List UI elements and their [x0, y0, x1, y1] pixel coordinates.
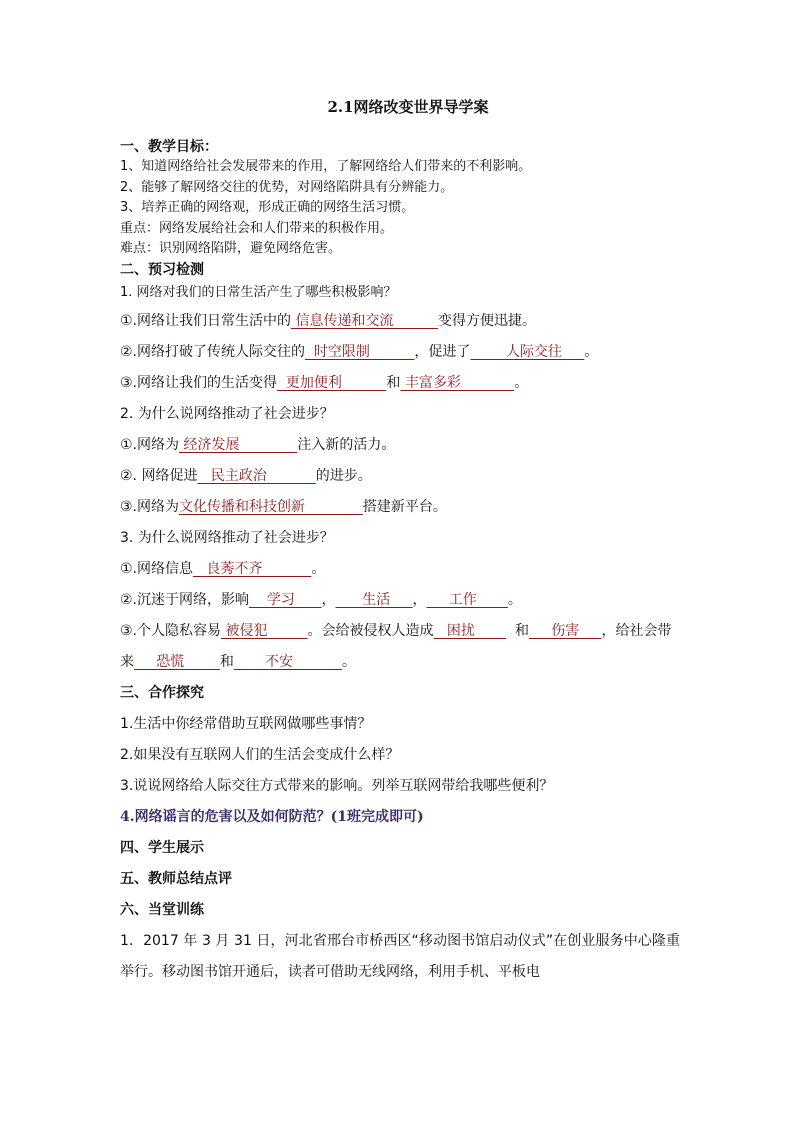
goal-item: 2、能够了解网络交往的优势，对网络陷阱具有分辨能力。: [120, 179, 454, 195]
filled-answer: 生活: [335, 591, 413, 608]
explore-item: 1.生活中你经常借助互联网做哪些事情？: [120, 715, 372, 732]
section-heading-show: 四、学生展示: [120, 839, 204, 856]
page-title: 2.1网络改变世界导学案: [327, 98, 489, 116]
answer-line: ①.网络信息 良莠不齐 。: [120, 560, 326, 577]
explore-item: 2.如果没有互联网人们的生活会变成什么样？: [120, 746, 400, 763]
filled-answer: 学习: [249, 591, 322, 608]
question-3: 3. 为什么说网络推动了社会进步？: [120, 529, 334, 546]
document-page: [120, 96, 680, 988]
question-1: 1. 网络对我们的日常生活产生了哪些积极影响？: [120, 284, 397, 300]
answer-line: ③.网络为文化传播和科技创新 搭建新平台。: [120, 498, 447, 515]
question-2: 2. 为什么说网络推动了社会进步？: [120, 405, 334, 422]
difficult-point: 难点：识别网络陷阱，避免网络危害。: [120, 241, 342, 256]
answer-line: ③.网络让我们的生活变得 更加便利 和 丰富多彩 。: [120, 374, 529, 391]
section-heading-preview: 二、预习检测: [120, 261, 204, 278]
filled-answer: 良莠不齐: [193, 560, 312, 577]
section-heading-explore: 三、合作探究: [120, 684, 204, 701]
filled-answer: 信息传递和交流: [291, 312, 438, 329]
filled-answer: 恐慌: [134, 653, 220, 670]
filled-answer: 困扰: [433, 622, 507, 639]
section-heading-goals: 一、教学目标：: [120, 139, 218, 155]
filled-answer: 人际交往: [470, 343, 585, 360]
filled-answer: 时空限制: [305, 343, 415, 360]
filled-answer: 更加便利: [277, 374, 387, 391]
answer-line: ①.网络为 经济发展 注入新的活力。: [120, 436, 396, 453]
filled-answer: 伤害: [528, 622, 602, 639]
explore-item: 3.说说网络给人际交往方式带来的影响。列举互联网带给我哪些便利？: [120, 777, 554, 794]
answer-line: ②.网络打破了传统人际交往的 时空限制 ，促进了 人际交往 。: [120, 343, 599, 360]
filled-answer: 文化传播和科技创新: [179, 498, 363, 515]
filled-answer: 民主政治: [197, 467, 316, 484]
goal-item: 3、培养正确的网络观，形成正确的网络生活习惯。: [120, 200, 415, 215]
goal-item: 1、知道网络给社会发展带来的作用，了解网络给人们带来的不利影响。: [120, 159, 532, 174]
answer-line: ①.网络让我们日常生活中的 信息传递和交流 变得方便迅捷。: [120, 312, 536, 329]
key-point: 重点：网络发展给社会和人们带来的积极作用。: [120, 220, 394, 236]
explore-item-highlight: 4.网络谣言的危害以及如何防范？(1班完成即可): [120, 808, 424, 825]
filled-answer: 被侵犯: [221, 622, 308, 639]
answer-line: ②.沉迷于网络，影响 学习 ， 生活 ， 工作 。: [120, 591, 522, 608]
filled-answer: 工作: [426, 591, 508, 608]
filled-answer: 经济发展: [179, 436, 298, 453]
filled-answer: 不安: [233, 653, 342, 670]
practice-paragraph: 1．2017 年 3 月 31 日，河北省邢台市桥西区“移动图书馆启动仪式”在创业服务中心隆重举行。移动图书馆开通后，读者可借助无线网络，利用手机、平板电: [120, 932, 680, 980]
filled-answer: 丰富多彩: [400, 374, 515, 391]
answer-line: ③.个人隐私容易 被侵犯 。会给被侵权人造成 困扰 和 伤害 ，给社会带来 恐慌 和 不安 。: [120, 622, 672, 670]
answer-line: ②. 网络促进 民主政治 的进步。: [120, 467, 372, 484]
section-heading-review: 五、教师总结点评: [120, 870, 232, 887]
section-heading-practice: 六、当堂训练: [120, 901, 204, 918]
